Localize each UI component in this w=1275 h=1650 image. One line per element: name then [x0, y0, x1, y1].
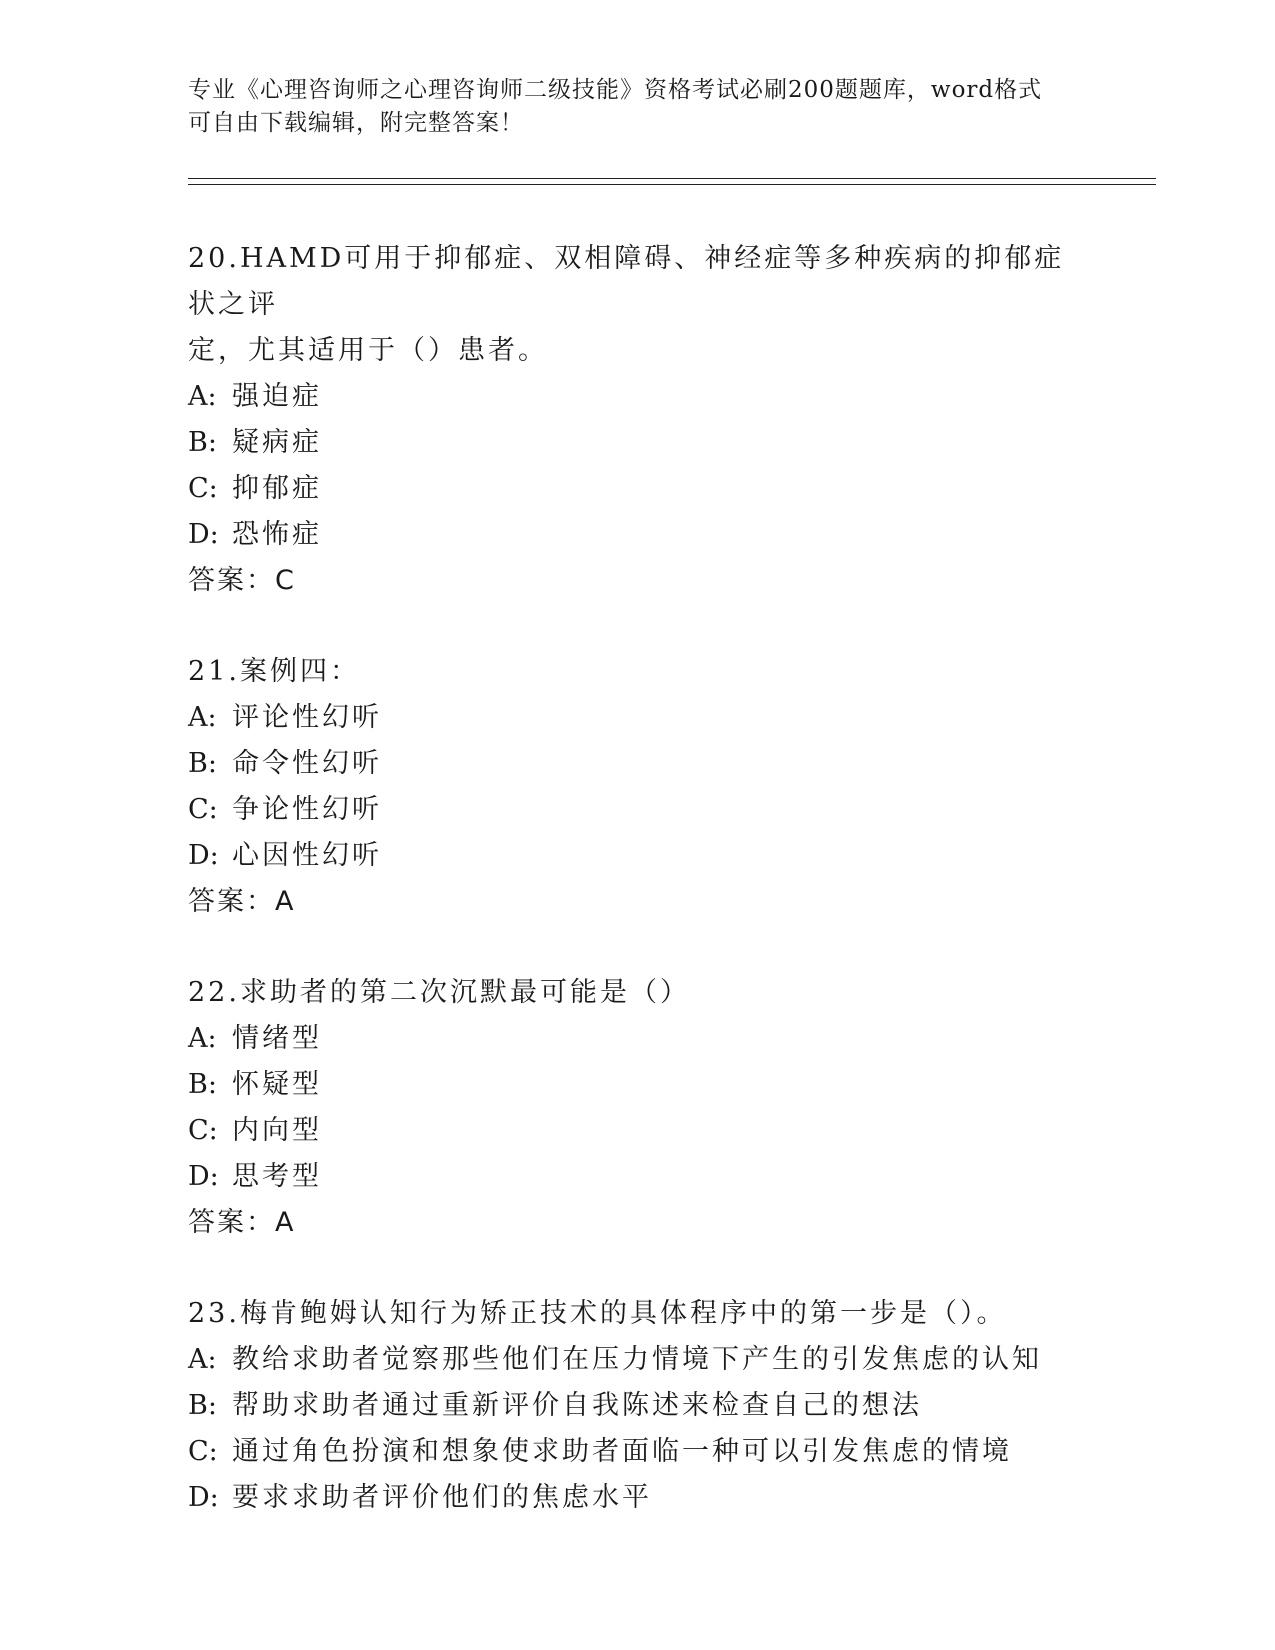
option-text: 疑病症 [232, 427, 322, 458]
question-22 [188, 970, 1088, 1246]
option-letter: B: [188, 427, 217, 458]
option-text: 心因性幻听 [232, 840, 382, 871]
option-text: 评论性幻听 [232, 702, 382, 733]
option-text: 争论性幻听 [232, 794, 382, 825]
answer-line: 答案：C [188, 565, 296, 596]
question-stem-continued: 定，尤其适用于（）患者。 [188, 335, 548, 366]
question-stem: 23.梅肯鲍姆认知行为矫正技术的具体程序中的第一步是（）。 [188, 1298, 1007, 1329]
option-letter: A: [188, 381, 217, 412]
question-stem: 21.案例四： [188, 656, 360, 687]
option-letter: A: [188, 702, 217, 733]
header-line-2: 可自由下载编辑，附完整答案！ [188, 110, 524, 136]
question-stem: 20.HAMD可用于抑郁症、双相障碍、神经症等多种疾病的抑郁症状之评 [188, 243, 1065, 320]
option-text: 强迫症 [232, 381, 322, 412]
question-21 [188, 649, 1088, 925]
option-text: 要求求助者评价他们的焦虑水平 [232, 1482, 652, 1513]
option-text: 抑郁症 [232, 473, 322, 504]
option-letter: C: [188, 1436, 218, 1467]
option-letter: D: [188, 1161, 219, 1192]
option-d [188, 1154, 1088, 1200]
option-text: 怀疑型 [232, 1069, 322, 1100]
option-letter: B: [188, 1069, 217, 1100]
option-letter: B: [188, 748, 217, 779]
option-text: 情绪型 [232, 1023, 322, 1054]
option-c [188, 787, 1088, 833]
header-line-1: 专业《心理咨询师之心理咨询师二级技能》资格考试必刷200题题库，word格式 [188, 77, 1043, 103]
option-text: 命令性幻听 [232, 748, 382, 779]
option-letter: A: [188, 1023, 217, 1054]
option-text: 恐怖症 [232, 519, 322, 550]
option-b [188, 1383, 1088, 1429]
header-divider-top [188, 178, 1156, 179]
answer-line: 答案：A [188, 1207, 296, 1238]
header-divider-bottom [188, 184, 1156, 185]
option-text: 教给求助者觉察那些他们在压力情境下产生的引发焦虑的认知 [232, 1344, 1042, 1375]
document-header [188, 74, 1088, 140]
option-text: 帮助求助者通过重新评价自我陈述来检查自己的想法 [232, 1390, 922, 1421]
option-b [188, 1062, 1088, 1108]
option-a [188, 374, 1088, 420]
option-text: 思考型 [232, 1161, 322, 1192]
option-c [188, 1429, 1088, 1475]
option-a [188, 1016, 1088, 1062]
option-letter: A: [188, 1344, 217, 1375]
option-c [188, 1108, 1088, 1154]
option-b [188, 741, 1088, 787]
option-b [188, 420, 1088, 466]
option-d [188, 833, 1088, 879]
option-letter: D: [188, 519, 219, 550]
question-23 [188, 1291, 1088, 1521]
question-list [188, 236, 1088, 1566]
option-letter: C: [188, 1115, 218, 1146]
question-stem: 22.求助者的第二次沉默最可能是（） [188, 977, 690, 1008]
option-c [188, 466, 1088, 512]
option-letter: D: [188, 1482, 219, 1513]
option-letter: D: [188, 840, 219, 871]
option-text: 内向型 [232, 1115, 322, 1146]
option-letter: B: [188, 1390, 217, 1421]
option-letter: C: [188, 473, 218, 504]
option-a [188, 695, 1088, 741]
option-text: 通过角色扮演和想象使求助者面临一种可以引发焦虑的情境 [232, 1436, 1012, 1467]
question-20 [188, 236, 1088, 604]
option-d [188, 512, 1088, 558]
option-d [188, 1475, 1088, 1521]
answer-line: 答案：A [188, 886, 296, 917]
option-a [188, 1337, 1088, 1383]
option-letter: C: [188, 794, 218, 825]
